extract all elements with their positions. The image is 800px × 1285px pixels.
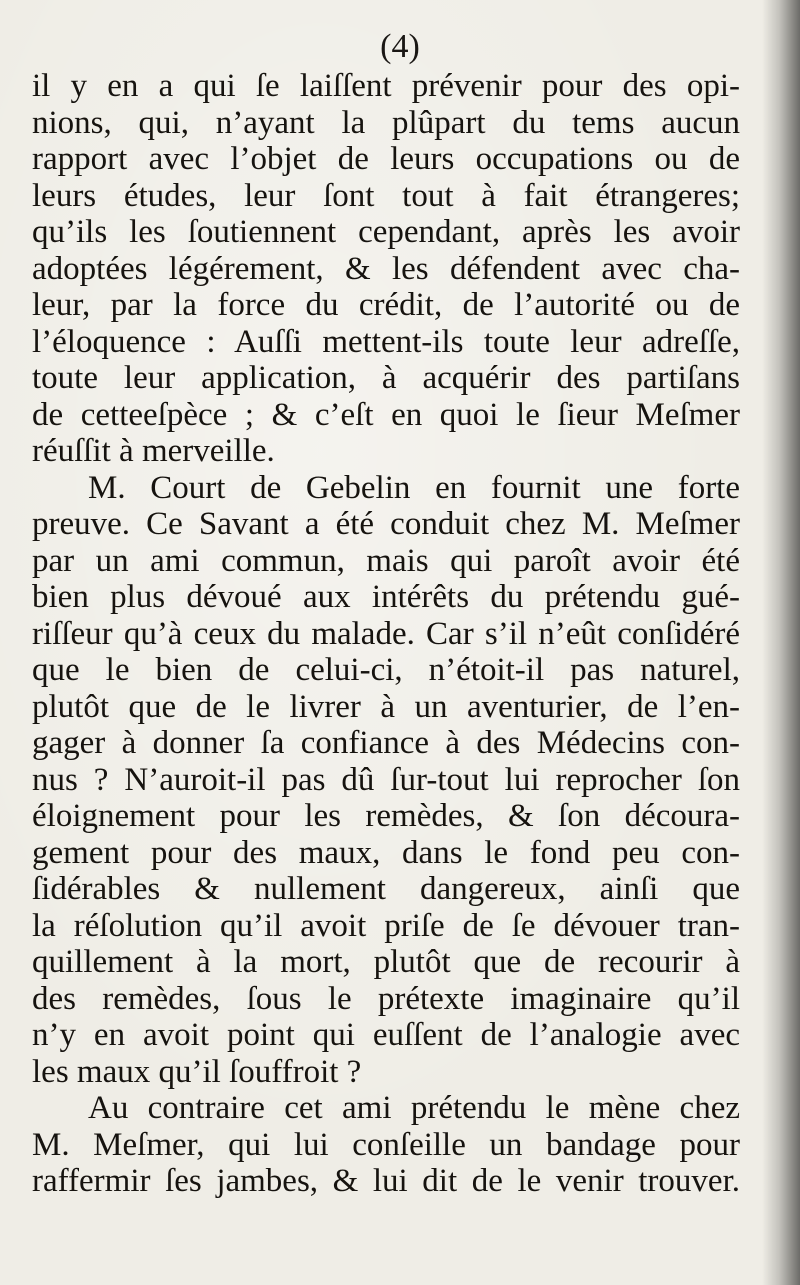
text-line: leurs études, leur ſont tout à fait étrangeres; (32, 177, 740, 214)
text-line: ſidérables & nullement dangereux, ainſi que (32, 871, 740, 907)
text-line: preuve. Ce Savant a été conduit chez M. Meſmer (32, 506, 740, 542)
text-line: nus ? N’auroit-il pas dû ſur-tout lui reprocher ſon (32, 761, 740, 798)
text-line: réuſſit à merveille. (32, 433, 275, 469)
text-line: n’y en avoit point qui euſſent de l’analogie avec (32, 1017, 740, 1053)
text-line: de cetteeſpèce ; & c’eſt en quoi le ſieur Meſmer (32, 396, 740, 433)
text-line: leur, par la force du crédit, de l’autorité ou de (32, 287, 740, 323)
text-line: éloignement pour les remèdes, & ſon découra- (32, 798, 740, 834)
text-line: qu’ils les ſoutiennent cependant, après les avoir (32, 214, 740, 250)
text-line: riſſeur qu’à ceux du malade. Car s’il n’eût conſidéré (32, 615, 740, 652)
page-number: (4) (380, 28, 420, 65)
text-line: gement pour des maux, dans le fond peu con- (32, 834, 740, 871)
text-line: les maux qu’il ſouffroit ? (32, 1053, 362, 1090)
text-line: par un ami commun, mais qui paroît avoir été (32, 542, 740, 579)
text-line: que le bien de celui-ci, n’étoit-il pas naturel, (32, 652, 740, 688)
text-line: toute leur application, à acquérir des partiſans (32, 360, 740, 396)
text-line: des remèdes, ſous le prétexte imaginaire qu’il (32, 980, 740, 1017)
binding-shadow (762, 0, 800, 1285)
text-line: rapport avec l’objet de leurs occupations ou de (32, 141, 740, 177)
text-line: la réſolution qu’il avoit priſe de ſe dévouer tran- (32, 907, 740, 944)
text-line: plutôt que de le livrer à un aventurier, de l’en- (32, 688, 740, 725)
text-line: quillement à la mort, plutôt que de recourir à (32, 944, 740, 980)
text-line: gager à donner ſa confiance à des Médecins con- (32, 725, 740, 761)
text-line: raffermir ſes jambes, & lui dit de le venir trouver. (32, 1163, 740, 1199)
text-line: adoptées légérement, & les défendent avec cha- (32, 250, 740, 287)
text-line: il y en a qui ſe laiſſent prévenir pour des opi- (32, 68, 740, 104)
text-line: M. Court de Gebelin en fournit une forte (88, 469, 740, 506)
text-line: nions, qui, n’ayant la plûpart du tems aucun (32, 104, 740, 141)
body-text (32, 68, 740, 1200)
text-line: l’éloquence : Auſſi mettent-ils toute leur adreſſe, (32, 323, 740, 360)
text-line: bien plus dévoué aux intérêts du prétendu gué- (32, 579, 740, 615)
text-line: M. Meſmer, qui lui conſeille un bandage pour (32, 1126, 740, 1163)
text-line: Au contraire cet ami prétendu le mène chez (88, 1090, 740, 1126)
